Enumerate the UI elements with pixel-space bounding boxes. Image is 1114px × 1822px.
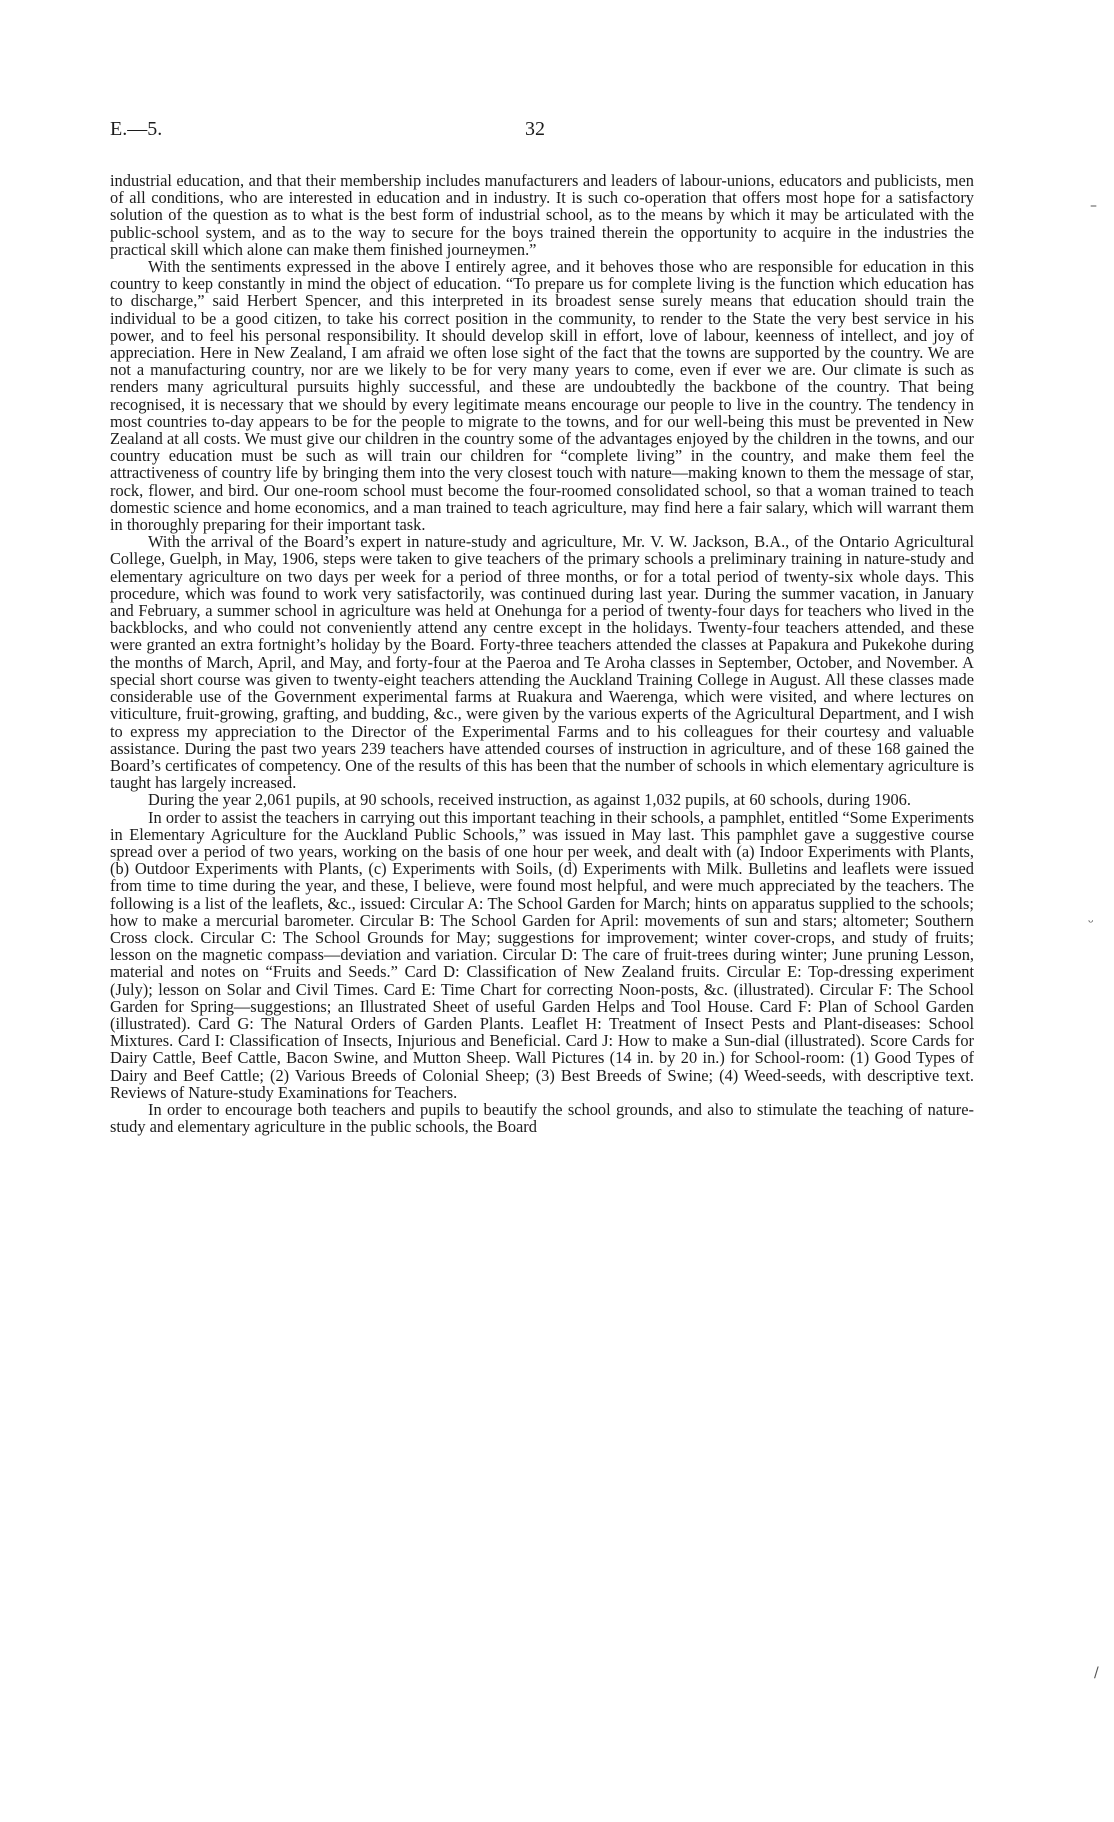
paragraph-pupil-counts: During the year 2,061 pupils, at 90 schools, received instruction, as against 1,032 pupils, at 60 schools, during 1906. — [148, 790, 911, 810]
document-reference: E.—5. — [110, 118, 163, 140]
body-text — [110, 172, 974, 1135]
paragraph-pamphlet: In order to assist the teachers in carrying out this important teaching in their schools, a pamphlet, entitled “Some Experiments in Elementary Agriculture for the Auckland Public Schools,” was issued in May last. This pamphlet gave a suggestive course spread over a period of two years, working on the basis of one hour per week, and dealt with (a) Indoor Experiments with Plants, (b) Outdoor Experiments with Plants, (c) Experiments with Soils, (d) Experiments with Milk. Bulletins and leaflets were issued from time to time during the year, and these, I believe, were found most helpful, and were much appreciated by the teachers. The following is a list of the leaflets, &c., issued: Circular A: The School Garden for March; hints on apparatus supplied to the schools; how to make a mercurial barometer. Circular B: The School Garden for April: movements of sun and stars; altometer; Southern Cross clock. Circular C: The School Grounds for May; suggestions for improvement; winter cover-crops, and study of fruits; lesson on the magnetic compass—deviation and variation. Circular D: The care of fruit-trees during winter; June pruning Lesson, material and notes on “Fruits and Seeds.” Card D: Classification of New Zealand fruits. Circular E: Top-dressing experiment (July); lesson on Solar and Civil Times. Card E: Time Chart for correcting Noon-posts, &c. (illustrated). Circular F: The School Garden for Spring—suggestions; an Illustrated Sheet of useful Garden Helps and Tool House. Card F: Plan of School Garden (illustrated). Card G: The Natural Orders of Garden Plants. Leaflet H: Treatment of Insect Pests and Plant-diseases: School Mixtures. Card I: Classification of Insects, Injurious and Beneficial. Card J: How to make a Sun-dial (illustrated). Score Cards for Dairy Cattle, Beef Cattle, Bacon Swine, and Mutton Sheep. Wall Pictures (14 in. by 20 in.) for School-room: (1) Good Types of Dairy and Beef Cattle; (2) Various Breeds of Colonial Sheep; (3) Best Breeds of Swine; (4) Weed-seeds, with descriptive text. Reviews of Nature-study Examinations for Teachers. — [110, 807, 974, 1102]
paragraph-beautify-grounds: In order to encourage both teachers and pupils to beautify the school grounds, and also to stimulate the teaching of nature-study and elementary agriculture in the public schools, the Board — [110, 1099, 974, 1137]
page-number: 32 — [525, 118, 545, 140]
paragraph-continuation: industrial education, and that their membership includes manufacturers and leaders of labour-unions, educators and publicists, men of all conditions, who are interested in education and in industry. It is such co-operation that offers most hope for a satisfactory solution of the question as to what is the best form of industrial school, as to the means by which it may be articulated with the public-school system, and as to the way to secure for the boys trained therein the opportunity to acquire in the industries the practical skill which alone can make them finished journeymen.” — [110, 171, 974, 259]
margin-mark: ᵕ — [1088, 915, 1094, 931]
page-header — [110, 118, 990, 146]
paragraph-board-expert: With the arrival of the Board’s expert in nature-study and agriculture, Mr. V. W. Jackson, B.A., of the Ontario Agricultural College, Guelph, in May, 1906, steps were taken to give teachers of the primary schools a preliminary training in nature-study and elementary agriculture on two days per week for a period of three months, or for a total period of twenty-six whole days. This procedure, which was found to work very satisfactorily, was continued during last year. During the summer vacation, in January and February, a summer school in agriculture was held at Onehunga for a period of twenty-four days for teachers who lived in the backblocks, and who could not conveniently attend any centre except in the holidays. Twenty-four teachers attended, and these were granted an extra fortnight’s holiday by the Board. Forty-three teachers attended the classes at Papakura and Pukekohe during the months of March, April, and May, and forty-four at the Paeroa and Te Aroha classes in September, October, and November. A special short course was given to twenty-eight teachers attending the Auckland Training College in August. All these classes made considerable use of the Government experimental farms at Ruakura and Waerenga, which were visited, and where lectures on viticulture, fruit-growing, grafting, and budding, &c., were given by the various experts of the Agricultural Department, and I wish to express my appreciation to the Director of the Experimental Farms and to his colleagues for their courtesy and valuable assistance. During the past two years 239 teachers have attended courses of instruction in agriculture, and of these 168 gained the Board’s certificates of competency. One of the results of this has been that the number of schools in which elementary agriculture is taught has largely increased. — [110, 532, 974, 793]
margin-mark: – — [1090, 198, 1097, 214]
paragraph-sentiments: With the sentiments expressed in the above I entirely agree, and it behoves those who are responsible for education in this country to keep constantly in mind the object of education. “To prepare us for complete living is the function which education has to discharge,” said Herbert Spencer, and this interpreted in its broadest sense surely means that education should train the individual to be a good citizen, to take his correct position in the community, to render to the State the very best service in his power, and to feel his personal responsibility. It should develop skill in effort, love of labour, keenness of intellect, and joy of appreciation. Here in New Zealand, I am afraid we often lose sight of the fact that the towns are supported by the country. We are not a manufacturing country, nor are we likely to be for very many years to come, even if ever we are. Our climate is such as renders many agricultural pursuits highly successful, and these are undoubtedly the backbone of the country. That being recognised, it is necessary that we should by every legitimate means encourage our people to live in the country. The tendency in most countries to-day appears to be for the people to migrate to the towns, and for our well-being this must be prevented in New Zealand at all costs. We must give our children in the country some of the advantages enjoyed by the children in the towns, and our country education must be such as will train our children for “complete living” in the country, and make them feel the attractiveness of country life by bringing them into the very closest touch with nature—making known to them the message of star, rock, flower, and bird. Our one-room school must become the four-roomed consolidated school, so that a woman trained to teach domestic science and home economics, and a man trained to teach agriculture, may find here a fair salary, which will warrant them in thoroughly preparing for their important task. — [110, 257, 974, 535]
margin-mark: / — [1094, 1665, 1099, 1681]
